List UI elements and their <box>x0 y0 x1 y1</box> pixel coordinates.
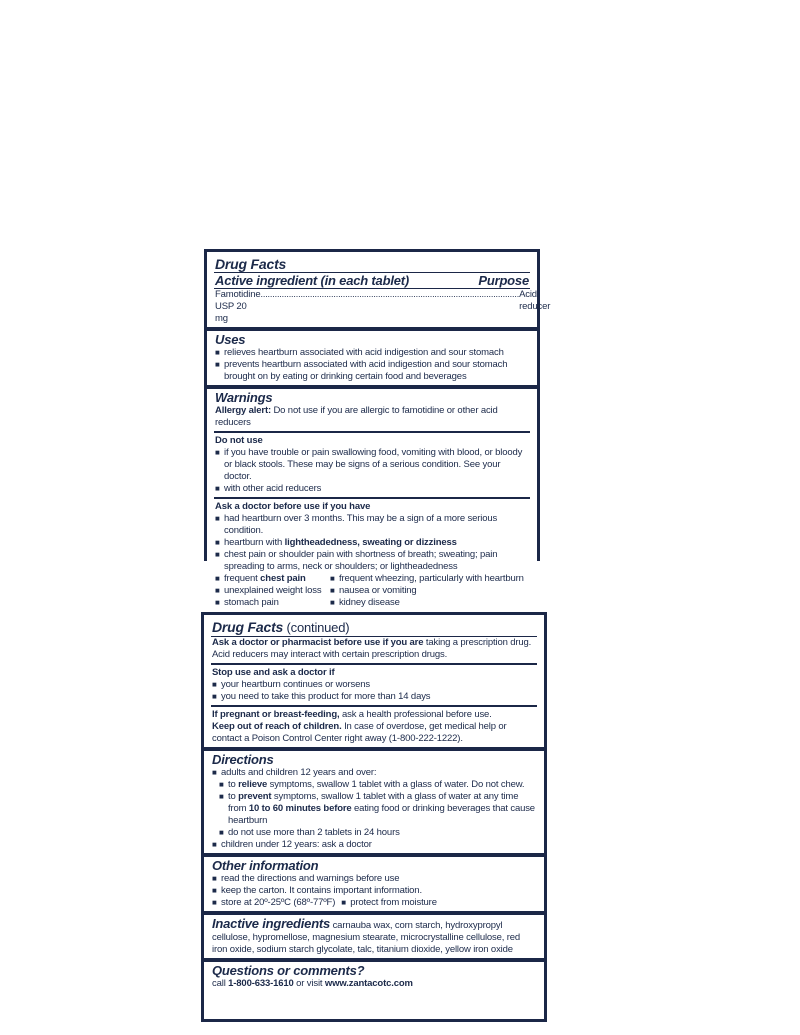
ingredient-purpose: Acid reducer <box>519 289 551 312</box>
section-divider <box>207 385 537 389</box>
ask-pharmacist: Ask a doctor or pharmacist before use if you are taking a prescription drug. Acid reducers may interact with certain prescription drugs. <box>212 637 532 660</box>
symptom-columns <box>215 573 529 609</box>
list-item: ■ you need to take this product for more than 14 days <box>212 691 431 702</box>
stop-use-title: Stop use and ask a doctor if <box>212 667 335 678</box>
bullet-icon: ■ <box>215 574 220 583</box>
list-item: ■ with other acid reducers <box>215 483 322 494</box>
directions-title: Directions <box>212 752 274 767</box>
divider <box>211 663 537 665</box>
list-item: ■ read the directions and warnings before use <box>212 873 400 884</box>
list-item: ■ children under 12 years: ask a doctor <box>212 839 372 850</box>
drug-facts-panel-1 <box>204 249 551 608</box>
list-item: ■ prevents heartburn associated with acid indigestion and sour stomach brought on by eating or drinking certain food and beverages <box>215 359 508 382</box>
pregnancy-warning: If pregnant or breast-feeding, ask a health professional before use. <box>212 709 492 720</box>
bullet-icon: ■ <box>212 680 217 689</box>
symptom-column-left <box>215 573 330 609</box>
list-item: ■ do not use more than 2 tablets in 24 hours <box>219 827 400 838</box>
bullet-icon: ■ <box>212 692 217 701</box>
divider <box>214 497 530 499</box>
list-item: ■ store at 20º-25ºC (68º-77ºF) ■ protect from moisture <box>212 897 437 908</box>
bullet-icon: ■ <box>330 598 335 607</box>
list-item: ■ to relieve symptoms, swallow 1 tablet with a glass of water. Do not chew. <box>219 779 525 790</box>
bullet-icon: ■ <box>219 792 224 801</box>
leader-dots: .............................................................................................................. <box>260 289 520 299</box>
bullet-icon: ■ <box>212 886 217 895</box>
bullet-icon: ■ <box>215 448 220 457</box>
ask-doctor-title: Ask a doctor before use if you have <box>215 501 371 512</box>
purpose-title: Purpose <box>478 273 529 288</box>
section-divider <box>204 911 544 915</box>
keep-out-warning: Keep out of reach of children. In case of overdose, get medical help or contact a Poison Control Center right away (1-800-222-1222). <box>212 721 507 744</box>
bullet-icon: ■ <box>215 484 220 493</box>
bullet-icon: ■ <box>341 898 346 907</box>
active-ingredient-row <box>215 289 551 325</box>
list-item: ■ chest pain or shoulder pain with shortness of breath; sweating; pain spreading to arms, neck or shoulders; or lightheadedness <box>215 549 498 572</box>
active-ingredient-header <box>215 273 529 288</box>
bullet-icon: ■ <box>212 898 217 907</box>
divider <box>214 431 530 433</box>
website-link: www.zantacotc.com <box>324 978 413 989</box>
section-divider <box>207 327 537 331</box>
list-item: ■ stomach pain <box>215 597 279 608</box>
symptom-column-right <box>330 573 529 609</box>
bullet-icon: ■ <box>215 550 220 559</box>
warnings-title: Warnings <box>215 390 273 405</box>
list-item: ■ relieves heartburn associated with acid indigestion and sour stomach <box>215 347 504 358</box>
list-item: ■ keep the carton. It contains important information. <box>212 885 422 896</box>
drug-facts-panel-2 <box>201 612 547 1022</box>
uses-title: Uses <box>215 332 246 347</box>
divider <box>211 705 537 707</box>
list-item: ■ frequent chest pain <box>215 573 306 584</box>
contact-line: call 1-800-633-1610 or visit www.zantacotc.com <box>212 978 413 989</box>
bullet-icon: ■ <box>215 514 220 523</box>
bullet-icon: ■ <box>212 874 217 883</box>
bullet-icon: ■ <box>212 768 217 777</box>
list-item: ■ had heartburn over 3 months. This may be a sign of a more serious condition. <box>215 513 498 536</box>
bullet-icon: ■ <box>215 598 220 607</box>
bullet-icon: ■ <box>215 348 220 357</box>
list-item: ■ to prevent symptoms, swallow 1 tablet with a glass of water at any time from 10 to 60 minutes before eating food or drinking beverages that cause heartburn <box>219 791 535 826</box>
list-item: ■ kidney disease <box>330 597 400 608</box>
list-item: ■ heartburn with lightheadedness, sweating or dizziness <box>215 537 457 548</box>
other-information-title: Other information <box>212 858 319 873</box>
phone-number: 1-800-633-1610 <box>228 978 294 989</box>
allergy-alert: Allergy alert: Do not use if you are allergic to famotidine or other acid reducers <box>215 405 498 428</box>
list-item: ■ your heartburn continues or worsens <box>212 679 370 690</box>
bullet-icon: ■ <box>215 360 220 369</box>
bullet-icon: ■ <box>330 586 335 595</box>
panel-title: Drug Facts <box>215 256 287 272</box>
bullet-icon: ■ <box>219 780 224 789</box>
bullet-icon: ■ <box>219 828 224 837</box>
do-not-use-title: Do not use <box>215 435 263 446</box>
panel-title: Drug Facts (continued) <box>212 619 350 635</box>
bullet-icon: ■ <box>215 586 220 595</box>
list-item: ■ unexplained weight loss <box>215 585 322 596</box>
bullet-icon: ■ <box>330 574 335 583</box>
ingredient-name: Famotidine USP 20 mg <box>215 289 261 324</box>
bullet-icon: ■ <box>212 840 217 849</box>
section-divider <box>204 958 544 962</box>
questions-title: Questions or comments? <box>212 963 365 978</box>
list-item: ■ adults and children 12 years and over: <box>212 767 377 778</box>
section-divider <box>204 853 544 857</box>
list-item: ■ frequent wheezing, particularly with heartburn <box>330 573 524 584</box>
section-divider <box>204 747 544 751</box>
list-item: ■ nausea or vomiting <box>330 585 417 596</box>
bullet-icon: ■ <box>215 538 220 547</box>
inactive-ingredients: Inactive ingredients carnauba wax, corn starch, hydroxypropyl cellulose, hypromellose, magnesium stearate, microcrystalline cellulose, red iron oxide, sodium starch glycolate, talc, titanium dioxide, yellow iron oxide <box>212 916 521 955</box>
list-item: ■ if you have trouble or pain swallowing food, vomiting with blood, or bloody or black stools. These may be signs of a serious condition. See your doctor. <box>215 447 523 482</box>
active-ingredient-title: Active ingredient (in each tablet) <box>215 273 410 288</box>
